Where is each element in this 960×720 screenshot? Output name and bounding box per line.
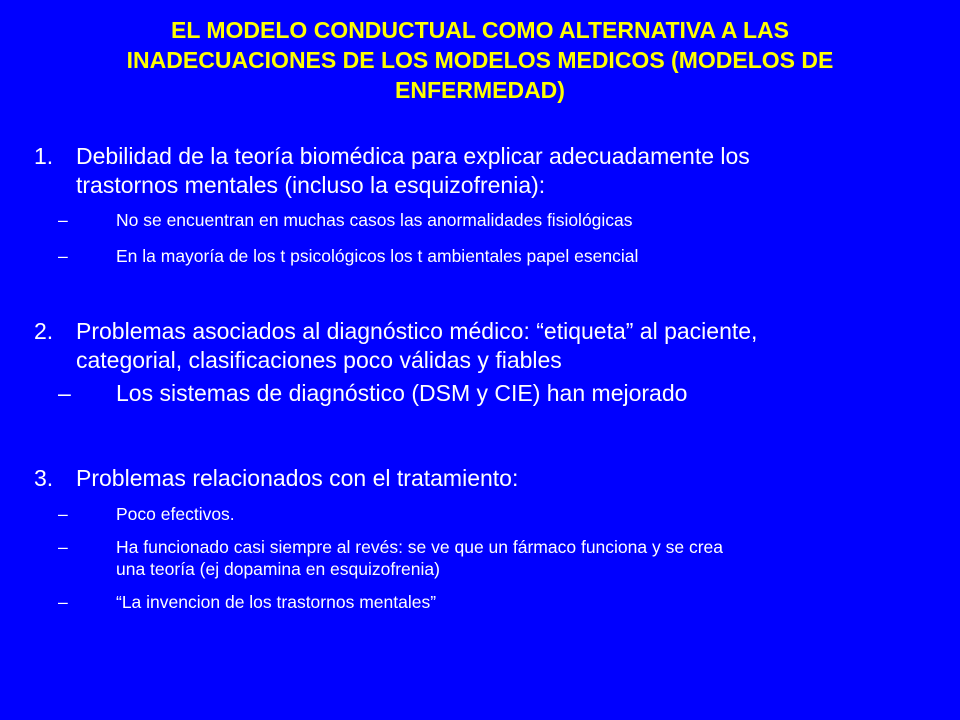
sub-item-text: No se encuentran en muchas casos las anormalidades fisiológicas <box>116 210 633 230</box>
item-text-line-1: Debilidad de la teoría biomédica para explicar adecuadamente los <box>76 143 750 169</box>
sub-item-text-line-2: una teoría (ej dopamina en esquizofrenia) <box>116 559 440 579</box>
sub-item-text: “La invencion de los trastornos mentales” <box>116 592 437 612</box>
dash-bullet: – <box>58 380 71 406</box>
sub-item-text <box>116 536 934 580</box>
item-text <box>76 142 934 200</box>
title-line-1: EL MODELO CONDUCTUAL COMO ALTERNATIVA A LAS <box>171 17 789 43</box>
dash-bullet: – <box>58 592 68 612</box>
dash-bullet: – <box>58 504 68 524</box>
item-number: 1. <box>34 143 54 169</box>
item-number: 3. <box>34 465 54 491</box>
item-number: 2. <box>34 318 54 344</box>
item-text <box>76 317 934 375</box>
title-line-2: INADECUACIONES DE LOS MODELOS MEDICOS (MODELOS DE <box>126 47 834 73</box>
list-item-1 <box>34 142 934 267</box>
sub-item <box>58 379 934 408</box>
dash-bullet: – <box>58 210 68 230</box>
title-line-3: ENFERMEDAD) <box>395 77 565 103</box>
sub-item-text-line-1: Ha funcionado casi siempre al revés: se ve que un fármaco funciona y se crea <box>116 537 723 557</box>
sub-item <box>58 209 934 231</box>
sub-item <box>58 591 934 613</box>
item-text-line-2: trastornos mentales (incluso la esquizofrenia): <box>76 172 546 198</box>
sub-item <box>58 536 934 580</box>
item-text-line-1: Problemas asociados al diagnóstico médico: “etiqueta” al paciente, <box>76 318 758 344</box>
item-text: Problemas relacionados con el tratamiento: <box>76 465 519 491</box>
sub-item-text: En la mayoría de los t psicológicos los t ambientales papel esencial <box>116 246 639 266</box>
list-item-2 <box>34 317 934 408</box>
item-text-line-2: categorial, clasificaciones poco válidas y fiables <box>76 347 562 373</box>
dash-bullet: – <box>58 537 68 557</box>
slide-title <box>40 15 920 105</box>
list-item-3 <box>34 464 934 613</box>
sub-item-text: Poco efectivos. <box>116 504 235 524</box>
sub-item-text: Los sistemas de diagnóstico (DSM y CIE) han mejorado <box>116 380 688 406</box>
sub-item <box>58 245 934 267</box>
dash-bullet: – <box>58 246 68 266</box>
sub-item <box>58 503 934 525</box>
